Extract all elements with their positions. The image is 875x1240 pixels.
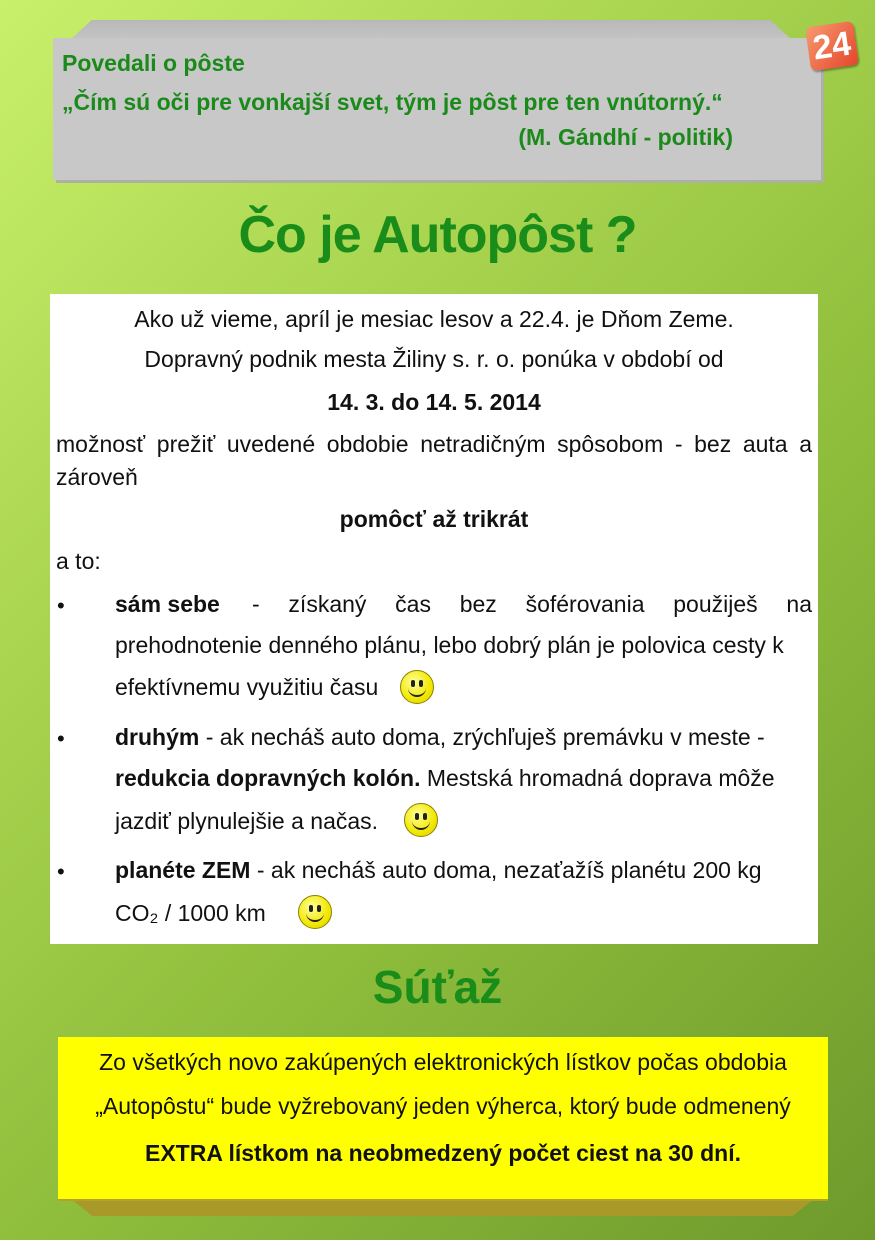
contest-line-2: „Autopôstu“ bude vyžrebovaný jeden výherca, ktorý bude odmenený: [95, 1093, 791, 1119]
bullet-3-line-1: [115, 857, 762, 884]
intro-line-3a: možnosť prežiť uvedené obdobie netradičným spôsobom - bez auta a: [56, 431, 812, 457]
bullet-2-line-3: jazdiť plynulejšie a načas.: [115, 808, 379, 834]
bullet-1-text-1: - získaný čas bez šoférovania použiješ na: [252, 591, 812, 617]
contest-box-base: [70, 1198, 815, 1216]
smiley-icon: [404, 803, 438, 837]
bullet-3-text-1: - ak necháš auto doma, nezaťažíš planétu 200 kg: [250, 857, 762, 883]
bullet-2-bold: redukcia dopravných kolón.: [115, 765, 421, 791]
intro-line-1: Ako už vieme, apríl je mesiac lesov a 22.4. je Dňom Zeme.: [134, 306, 734, 332]
quote-box-bevel: [70, 20, 792, 40]
bullet-icon: •: [57, 859, 65, 884]
bullet-3-lead: planéte ZEM: [115, 857, 251, 883]
help-heading: pomôcť až trikrát: [339, 506, 529, 532]
bullet-2-text-2: Mestská hromadná doprava môže: [420, 765, 775, 791]
bullet-2-lead: druhým: [115, 724, 200, 750]
intro-line-2: Dopravný podnik mesta Žiliny s. r. o. ponúka v období od: [144, 346, 724, 372]
bullet-2-line-2: [115, 765, 775, 792]
contest-box: [58, 1037, 828, 1199]
quote-author: (M. Gándhí - politik): [518, 124, 733, 150]
bullet-icon: •: [57, 593, 65, 618]
contest-title: Súťaž: [372, 961, 503, 1013]
smiley-icon: [298, 895, 332, 929]
bullet-icon: •: [57, 726, 65, 751]
page-title: Čo je Autopôst ?: [238, 206, 637, 264]
quote-text: „Čím sú oči pre vonkajší svet, tým je pôst pre ten vnútorný.“: [62, 89, 723, 115]
and-label: a to:: [56, 548, 101, 574]
bullet-2-text-1: - ak necháš auto doma, zrýchľuješ premávku v meste -: [199, 724, 765, 750]
quote-heading: Povedali o pôste: [62, 50, 245, 76]
logo-24-icon: 24: [805, 21, 859, 71]
contest-line-1: Zo všetkých novo zakúpených elektronických lístkov počas obdobia: [99, 1049, 787, 1075]
intro-line-3b: zároveň: [56, 464, 138, 490]
bullet-1-line-2: prehodnotenie denného plánu, lebo dobrý plán je polovica cesty k: [115, 632, 784, 658]
content-box: [50, 294, 818, 944]
bullet-1-line-3: efektívnemu využitiu času: [115, 674, 379, 700]
bullet-1-lead: sám sebe: [115, 591, 220, 617]
smiley-icon: [400, 670, 434, 704]
contest-line-3: EXTRA lístkom na neobmedzený počet ciest na 30 dní.: [144, 1140, 741, 1166]
bullet-3-line-2: CO₂ / 1000 km: [115, 900, 266, 926]
date-range: 14. 3. do 14. 5. 2014: [327, 389, 541, 415]
bullet-1-line-1: [115, 591, 812, 618]
bullet-2-line-1: [115, 724, 765, 751]
